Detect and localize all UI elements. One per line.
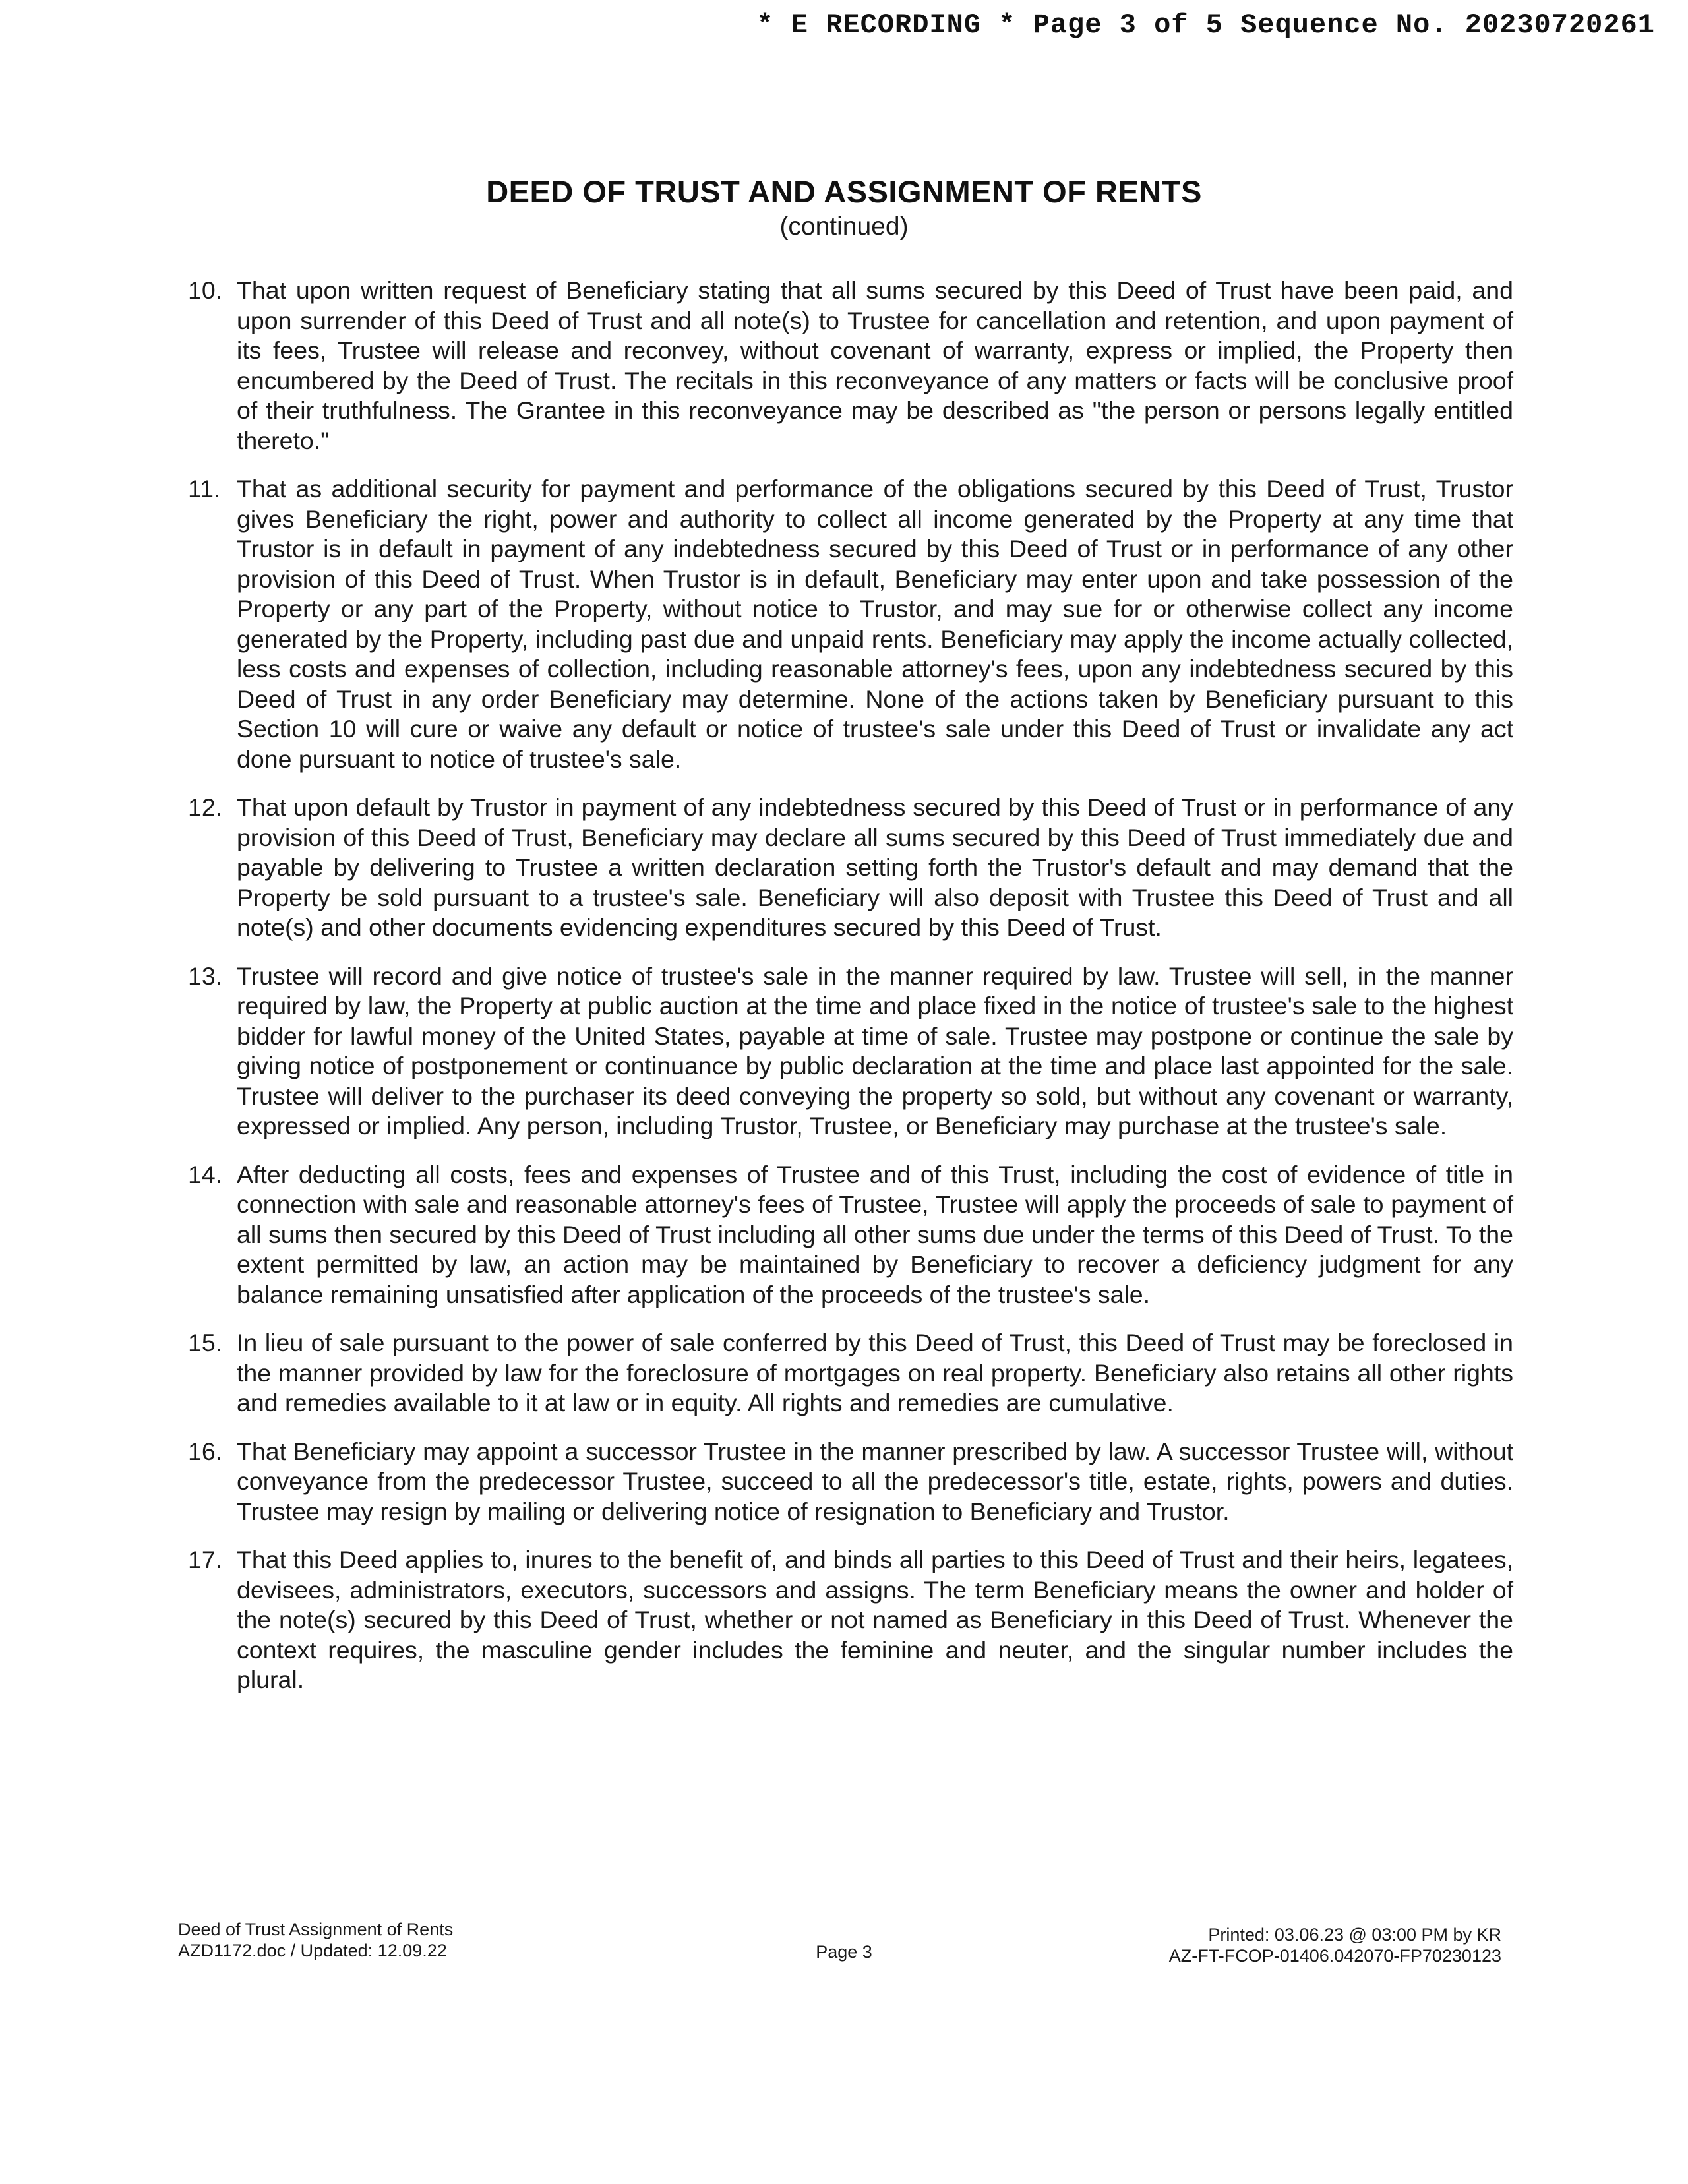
footer-right <box>1169 1924 1501 1966</box>
section-13 <box>188 961 1513 1141</box>
section-number: 10. <box>188 276 223 304</box>
section-10 <box>188 276 1513 456</box>
section-text: That upon default by Trustor in payment of any indebtedness secured by this Deed of Trust or in performance of any provision of this Deed of Trust, Beneficiary may declare all sums secured by this Deed of Trust immediately due and payable by delivering to Trustee a written declaration setting forth the Trustor's default and may demand that the Property be sold pursuant to a trustee's sale. Beneficiary will also deposit with Trustee this Deed of Trust and all note(s) and other documents evidencing expenditures secured by this Deed of Trust. <box>237 793 1513 941</box>
document-subtitle: (continued) <box>779 212 909 241</box>
section-text: That this Deed applies to, inures to the benefit of, and binds all parties to this Deed of Trust and their heirs, legatees, devisees, administrators, executors, successors and assigns. The term Beneficiary means the owner and holder of the note(s) secured by this Deed of Trust, whether or not named as Beneficiary in this Deed of Trust. Whenever the context requires, the masculine gender includes the feminine and neuter, and the singular number includes the plural. <box>237 1546 1513 1693</box>
section-number: 14. <box>188 1160 223 1188</box>
section-number: 13. <box>188 961 223 990</box>
footer-page-number: Page 3 <box>816 1942 872 1962</box>
section-17 <box>188 1545 1513 1695</box>
section-number: 11. <box>188 475 221 502</box>
section-14 <box>188 1160 1513 1310</box>
document-title: DEED OF TRUST AND ASSIGNMENT OF RENTS <box>486 174 1202 209</box>
section-15 <box>188 1328 1513 1418</box>
section-number: 12. <box>188 793 223 821</box>
recording-header: * E RECORDING * Page 3 of 5 Sequence No. 20230720261 <box>756 9 1655 41</box>
section-number: 16. <box>188 1437 223 1465</box>
section-11 <box>188 474 1513 774</box>
section-text: In lieu of sale pursuant to the power of sale conferred by this Deed of Trust, this Deed of Trust may be foreclosed in the manner provided by law for the foreclosure of mortgages on real property. Beneficiary also retains all other rights and remedies available to it at law or in equity. All rights and remedies are cumulative. <box>237 1329 1513 1416</box>
section-12 <box>188 793 1513 943</box>
footer-file-number: AZ-FT-FCOP-01406.042070-FP70230123 <box>1168 1946 1501 1966</box>
title-block <box>0 173 1688 243</box>
section-text: That upon written request of Beneficiary stating that all sums secured by this Deed of Trust have been paid, and upon surrender of this Deed of Trust and all note(s) to Trustee for cancellation and retention, and upon payment of its fees, Trustee will release and reconvey, without covenant of warranty, express or implied, the Property then encumbered by the Deed of Trust. The recitals in this reconveyance of any matters or facts will be conclusive proof of their truthfulness. The Grantee in this reconveyance may be described as "the person or persons legally entitled thereto." <box>237 276 1513 454</box>
section-text: That Beneficiary may appoint a successor Trustee in the manner prescribed by law. A successor Trustee will, without conveyance from the predecessor Trustee, succeed to all the predecessor's title, estate, rights, powers and duties. Trustee may resign by mailing or delivering notice of resignation to Beneficiary and Trustor. <box>237 1437 1513 1525</box>
section-text: Trustee will record and give notice of trustee's sale in the manner required by law. Trustee will sell, in the manner required by law, the Property at public auction at the time and place fixed in the notice of trustee's sale to the highest bidder for lawful money of the United States, payable at time of sale. Trustee may postpone or continue the sale by giving notice of postponement or continuance by public declaration at the time and place last appointed for the sale. Trustee will deliver to the purchaser its deed conveying the property so sold, but without any covenant or warranty, expressed or implied. Any person, including Trustor, Trustee, or Beneficiary may purchase at the trustee's sale. <box>237 961 1513 1139</box>
section-number: 15. <box>188 1329 223 1356</box>
section-number: 17. <box>188 1546 223 1573</box>
footer-form-version: AZD1172.doc / Updated: 12.09.22 <box>178 1941 447 1960</box>
footer-form-name: Deed of Trust Assignment of Rents <box>178 1920 454 1939</box>
sections-list <box>188 276 1513 1714</box>
footer-printed-info: Printed: 03.06.23 @ 03:00 PM by KR <box>1208 1925 1501 1945</box>
section-text: After deducting all costs, fees and expenses of Trustee and of this Trust, including the cost of evidence of title in connection with sale and reasonable attorney's fees of Trustee, Trustee will apply the proceeds of sale to payment of all sums then secured by this Deed of Trust including all other sums due under the terms of this Deed of Trust. To the extent permitted by law, an action may be maintained by Beneficiary to recover a deficiency judgment for any balance remaining unsatisfied after application of the proceeds of the trustee's sale. <box>237 1160 1513 1308</box>
section-16 <box>188 1437 1513 1527</box>
section-text: That as additional security for payment and performance of the obligations secured by this Deed of Trust, Trustor gives Beneficiary the right, power and authority to collect all income generated by the Property at any time that Trustor is in default in payment of any indebtedness secured by this Deed of Trust or in performance of any other provision of this Deed of Trust. When Trustor is in default, Beneficiary may enter upon and take possession of the Property or any part of the Property, without notice to Trustor, and may sue for or otherwise collect any income generated by the Property, including past due and unpaid rents. Beneficiary may apply the income actually collected, less costs and expenses of collection, including reasonable attorney's fees, upon any indebtedness secured by this Deed of Trust in any order Beneficiary may determine. None of the actions taken by Beneficiary pursuant to this Section 10 will cure or waive any default or notice of trustee's sale under this Deed of Trust or invalidate any act done pursuant to notice of trustee's sale. <box>237 475 1513 773</box>
